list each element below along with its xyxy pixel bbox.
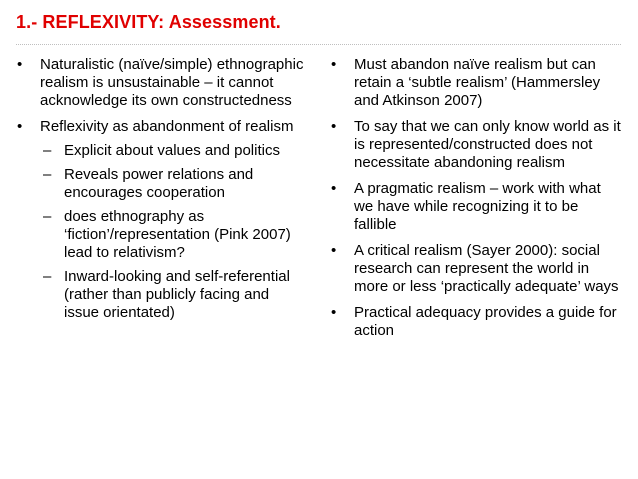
sub-list-item-text: Reveals power relations and encourages cooperation (64, 166, 254, 201)
list-item (330, 180, 622, 234)
sub-list (40, 142, 306, 322)
left-column (16, 56, 306, 330)
bullet-icon: • (331, 304, 337, 321)
sub-list-item (16, 268, 306, 322)
bullet-icon: • (331, 180, 337, 197)
bullet-icon: • (331, 118, 337, 135)
right-column (330, 56, 622, 348)
sub-list-item-text: Inward-looking and self-referential (rather than publicly facing and issue orientated) (64, 268, 290, 321)
bullet-icon: • (17, 118, 23, 135)
list-item-text: A critical realism (Sayer 2000): social research can represent the world in more or less ‘practically adequate’ ways (354, 242, 619, 295)
list-item (16, 56, 306, 110)
list-item (330, 304, 622, 340)
list-item (330, 118, 622, 172)
list-item-text: Practical adequacy provides a guide for action (354, 304, 617, 339)
list-item-text: To say that we can only know world as it is represented/constructed does not necessitate abandoning realism (354, 118, 621, 171)
list-item (330, 242, 622, 296)
right-bullet-list (330, 56, 622, 340)
sub-list-item (16, 208, 306, 262)
list-item-text: A pragmatic realism – work with what we have while recognizing it to be fallible (354, 180, 601, 233)
sub-list-item-text: does ethnography as ‘fiction’/representation (Pink 2007) lead to relativism? (64, 208, 291, 261)
bullet-icon: • (331, 242, 337, 259)
title-divider (16, 44, 621, 45)
list-item (330, 56, 622, 110)
slide-title: 1.- REFLEXIVITY: Assessment. (16, 12, 281, 32)
list-item-text: Naturalistic (naïve/simple) ethnographic realism is unsustainable – it cannot acknowledge its own constructedness (40, 56, 304, 109)
bullet-icon: • (331, 56, 337, 73)
dash-icon: – (43, 208, 52, 225)
list-item (16, 118, 306, 322)
sub-list-item (16, 166, 306, 202)
list-item-text: Must abandon naïve realism but can retain a ‘subtle realism’ (Hammersley and Atkinson 2007) (354, 56, 601, 109)
dash-icon: – (43, 166, 52, 183)
list-item-text: Reflexivity as abandonment of realism (40, 118, 294, 135)
bullet-icon: • (17, 56, 23, 73)
dash-icon: – (43, 142, 52, 159)
dash-icon: – (43, 268, 52, 285)
sub-list-item-text: Explicit about values and politics (64, 142, 280, 159)
left-bullet-list (16, 56, 306, 322)
sub-list-item (16, 142, 306, 160)
